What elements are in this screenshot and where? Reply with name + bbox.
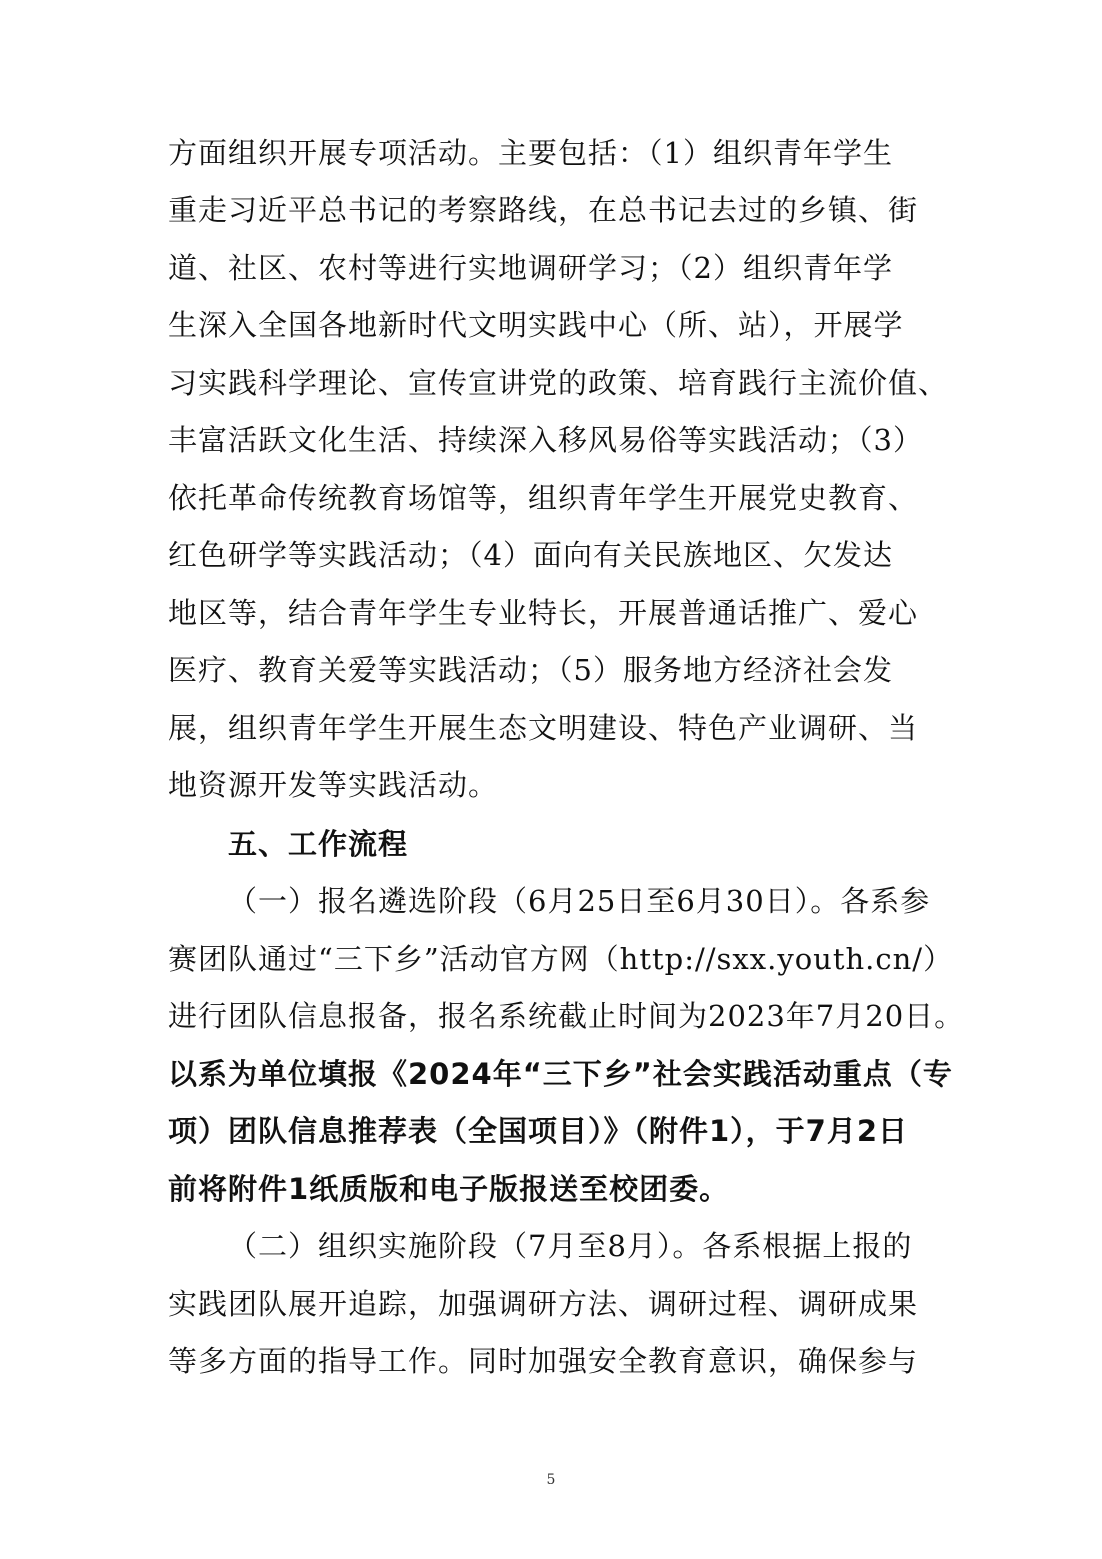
paragraph-line: （一）报名遴选阶段（6月25日至6月30日）。各系参	[228, 884, 931, 918]
paragraph-line: 道、社区、农村等进行实地调研学习；（2）组织青年学	[168, 251, 893, 285]
paragraph-line: 红色研学等实践活动；（4）面向有关民族地区、欠发达	[168, 538, 893, 572]
paragraph-line: 丰富活跃文化生活、持续深入移风易俗等实践活动；（3）	[168, 423, 923, 457]
bold-paragraph-line: 以系为单位填报《2024年“三下乡”社会实践活动重点（专	[168, 1057, 953, 1091]
paragraph-line: 重走习近平总书记的考察路线，在总书记去过的乡镇、街	[168, 193, 919, 227]
section-heading: 五、工作流程	[228, 827, 409, 861]
paragraph-line: 依托革命传统教育场馆等，组织青年学生开展党史教育、	[168, 481, 919, 515]
paragraph-line: 赛团队通过“三下乡”活动官方网（http://sxx.youth.cn/）	[168, 942, 954, 976]
paragraph-line: 医疗、教育关爱等实践活动；（5）服务地方经济社会发	[168, 653, 893, 687]
bold-paragraph-line: 前将附件1纸质版和电子版报送至校团委。	[168, 1172, 730, 1206]
bold-paragraph-line: 项）团队信息推荐表（全国项目）》（附件1），于7月2日	[168, 1114, 909, 1148]
paragraph-line: 习实践科学理论、宣传宣讲党的政策、培育践行主流价值、	[168, 366, 949, 400]
paragraph-line: 方面组织开展专项活动。主要包括：（1）组织青年学生	[168, 136, 893, 170]
paragraph-line: 地区等，结合青年学生专业特长，开展普通话推广、爱心	[168, 596, 919, 630]
paragraph-line: 等多方面的指导工作。同时加强安全教育意识，确保参与	[168, 1344, 919, 1378]
page-number: 5	[546, 1472, 556, 1488]
paragraph-line: 展，组织青年学生开展生态文明建设、特色产业调研、当	[168, 711, 919, 745]
paragraph-line: 实践团队展开追踪，加强调研方法、调研过程、调研成果	[168, 1287, 919, 1321]
paragraph-line: （二）组织实施阶段（7月至8月）。各系根据上报的	[228, 1229, 913, 1263]
paragraph-line: 生深入全国各地新时代文明实践中心（所、站），开展学	[168, 308, 904, 342]
paragraph-line: 地资源开发等实践活动。	[168, 768, 499, 802]
paragraph-line: 进行团队信息报备，报名系统截止时间为2023年7月20日。	[168, 999, 965, 1033]
